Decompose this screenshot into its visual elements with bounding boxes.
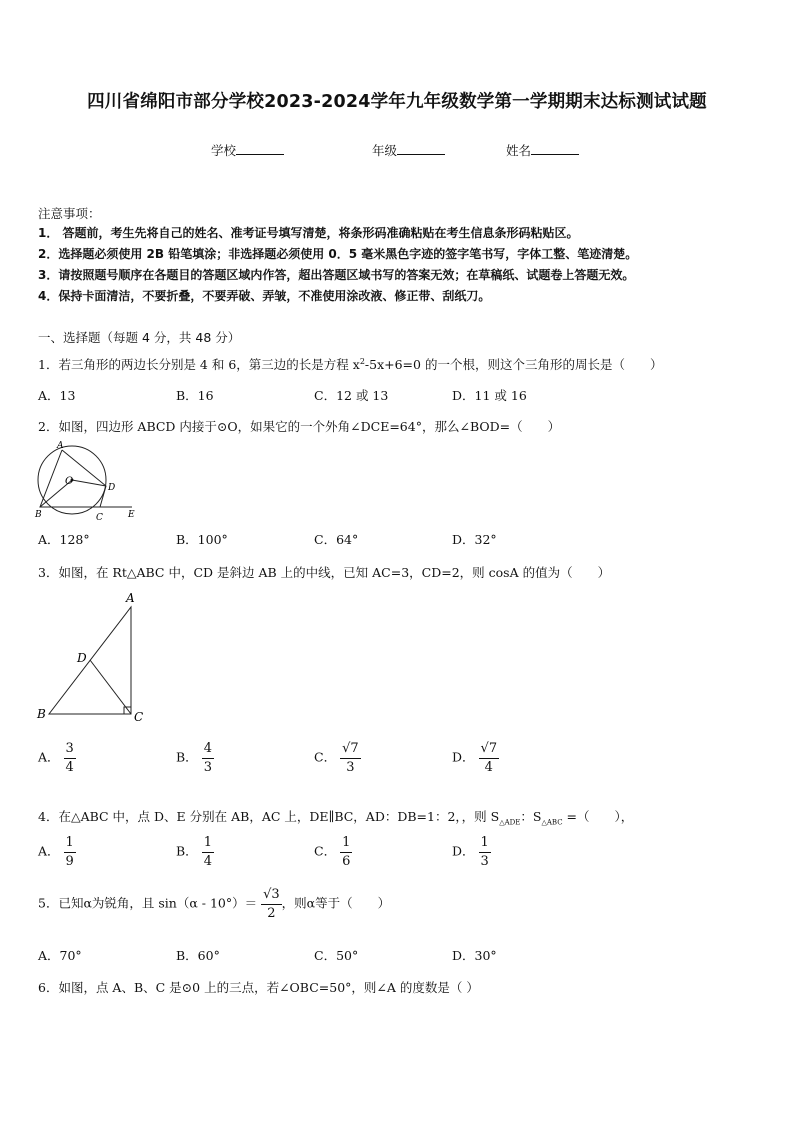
fraction (261, 888, 282, 920)
denominator: 3 (480, 853, 489, 869)
option-letter: A． (38, 843, 60, 859)
denominator: 4 (203, 853, 212, 869)
q4-option-c[interactable] (314, 836, 352, 868)
option-letter: B． (176, 843, 198, 859)
grade-label: 年级 (372, 143, 398, 158)
numerator: 1 (479, 836, 491, 853)
fraction (479, 742, 500, 774)
label-a: A (57, 441, 64, 451)
denominator: 4 (484, 759, 493, 775)
q4-stem-part: =（ ）， (562, 809, 634, 824)
median-cd (90, 660, 131, 714)
option-letter: C． (314, 749, 337, 765)
label-c: C (134, 710, 144, 724)
label-o: O (65, 476, 74, 487)
q2-option-c[interactable]: C．64° (314, 532, 359, 547)
q1-option-b[interactable]: B．16 (176, 388, 214, 403)
numerator: √3 (261, 888, 282, 905)
denominator: 4 (65, 759, 74, 775)
question-4-stem (38, 807, 633, 827)
numerator: √7 (479, 742, 500, 759)
q5-option-d[interactable]: D．30° (452, 948, 497, 963)
q1-stem-part: 1．若三角形的两边长分别是 4 和 6，第三边的长是方程 x (38, 357, 360, 372)
grade-blank (397, 142, 445, 155)
label-a: A (126, 591, 135, 605)
question-5-stem (38, 888, 390, 920)
option-letter: C． (314, 843, 337, 859)
q1-stem-part: -5x+6=0 的一个根，则这个三角形的周长是（ ） (364, 357, 663, 372)
fraction (340, 836, 352, 868)
denominator: 3 (346, 759, 355, 775)
question-2-stem: 2．如图，四边形 ABCD 内接于⊙O，如果它的一个外角∠DCE=64°，那么∠BOD=（ ） (38, 419, 561, 434)
q4-subscript: △ADE (499, 818, 521, 827)
q5-option-a[interactable]: A．70° (38, 948, 82, 963)
fraction (202, 742, 214, 774)
q3-option-b[interactable] (176, 742, 214, 774)
name-blank (531, 142, 579, 155)
q2-circle-figure (32, 440, 144, 524)
question-1-stem (38, 355, 662, 373)
q4-subscript: △ABC (541, 818, 563, 827)
fraction (202, 836, 214, 868)
option-letter: D． (452, 749, 475, 765)
notice-item: 1． 答题前，考生先将自己的姓名、准考证号填写清楚，将条形码准确粘贴在考生信息条形码粘贴区。 (38, 226, 579, 240)
school-field[interactable] (211, 141, 284, 159)
q3-option-c[interactable] (314, 742, 361, 774)
q2-option-a[interactable]: A．128° (38, 532, 90, 547)
school-label: 学校 (211, 143, 237, 158)
q4-option-a[interactable] (38, 836, 76, 868)
q1-option-c[interactable]: C．12 或 13 (314, 388, 389, 403)
q3-option-d[interactable] (452, 742, 499, 774)
q4-option-b[interactable] (176, 836, 214, 868)
name-field[interactable] (506, 141, 579, 159)
q4-stem-part: ：S (520, 809, 542, 824)
label-d: D (77, 651, 87, 665)
name-label: 姓名 (506, 143, 532, 158)
q4-stem-part: 4．在△ABC 中，点 D、E 分别在 AB，AC 上，DE∥BC，AD：DB=1：2，，则 S (38, 809, 500, 824)
q1-exponent: 2 (359, 356, 365, 366)
segment-od (72, 480, 106, 486)
denominator: 2 (267, 905, 276, 921)
fraction (64, 742, 76, 774)
option-letter: D． (452, 843, 475, 859)
question-3-stem: 3．如图，在 Rt△ABC 中，CD 是斜边 AB 上的中线，已知 AC=3，CD=2，则 cosA 的值为（ ） (38, 565, 611, 580)
denominator: 3 (203, 759, 212, 775)
q1-option-d[interactable]: D．11 或 16 (452, 388, 527, 403)
q5-stem-part: 5．已知α为锐角，且 sin（α - 10°）＝ (38, 895, 258, 911)
numerator: 3 (64, 742, 76, 759)
option-letter: B． (176, 749, 198, 765)
label-e: E (128, 510, 135, 520)
question-6-stem: 6．如图，点 A、B、C 是⊙0 上的三点，若∠OBC=50°，则∠A 的度数是（ ） (38, 980, 479, 995)
numerator: 1 (64, 836, 76, 853)
q3-option-a[interactable] (38, 742, 76, 774)
notice-heading: 注意事项： (38, 206, 101, 221)
label-b: B (37, 707, 46, 721)
q4-option-d[interactable] (452, 836, 491, 868)
q2-option-b[interactable]: B．100° (176, 532, 228, 547)
q5-option-c[interactable]: C．50° (314, 948, 359, 963)
notice-item: 2．选择题必须使用 2B 铅笔填涂；非选择题必须使用 0．5 毫米黑色字迹的签字笔书写，字体工整、笔迹清楚。 (38, 247, 638, 261)
numerator: 1 (202, 836, 214, 853)
label-c: C (96, 513, 103, 523)
grade-field[interactable] (372, 141, 445, 159)
numerator: 4 (202, 742, 214, 759)
fraction (64, 836, 76, 868)
label-d: D (108, 483, 116, 493)
section-heading: 一、选择题（每题 4 分，共 48 分） (38, 330, 241, 345)
q5-option-b[interactable]: B．60° (176, 948, 220, 963)
fraction (340, 742, 361, 774)
notice-item: 4．保持卡面清洁，不要折叠，不要弄破、弄皱，不准使用涂改液、修正带、刮纸刀。 (38, 289, 491, 303)
numerator: 1 (340, 836, 352, 853)
label-b: B (35, 510, 42, 520)
q2-option-d[interactable]: D．32° (452, 532, 497, 547)
q1-option-a[interactable]: A．13 (38, 388, 76, 403)
fraction (479, 836, 491, 868)
denominator: 9 (65, 853, 74, 869)
option-letter: A． (38, 749, 60, 765)
denominator: 6 (342, 853, 351, 869)
q3-triangle-figure (32, 590, 152, 726)
numerator: √7 (340, 742, 361, 759)
notice-item: 3．请按照题号顺序在各题目的答题区域内作答，超出答题区域书写的答案无效；在草稿纸、试题卷上答题无效。 (38, 268, 635, 282)
page-title: 四川省绵阳市部分学校2023-2024学年九年级数学第一学期期末达标测试试题 (87, 92, 707, 112)
school-blank (236, 142, 284, 155)
q5-stem-part: ，则α等于（ ） (281, 895, 391, 911)
